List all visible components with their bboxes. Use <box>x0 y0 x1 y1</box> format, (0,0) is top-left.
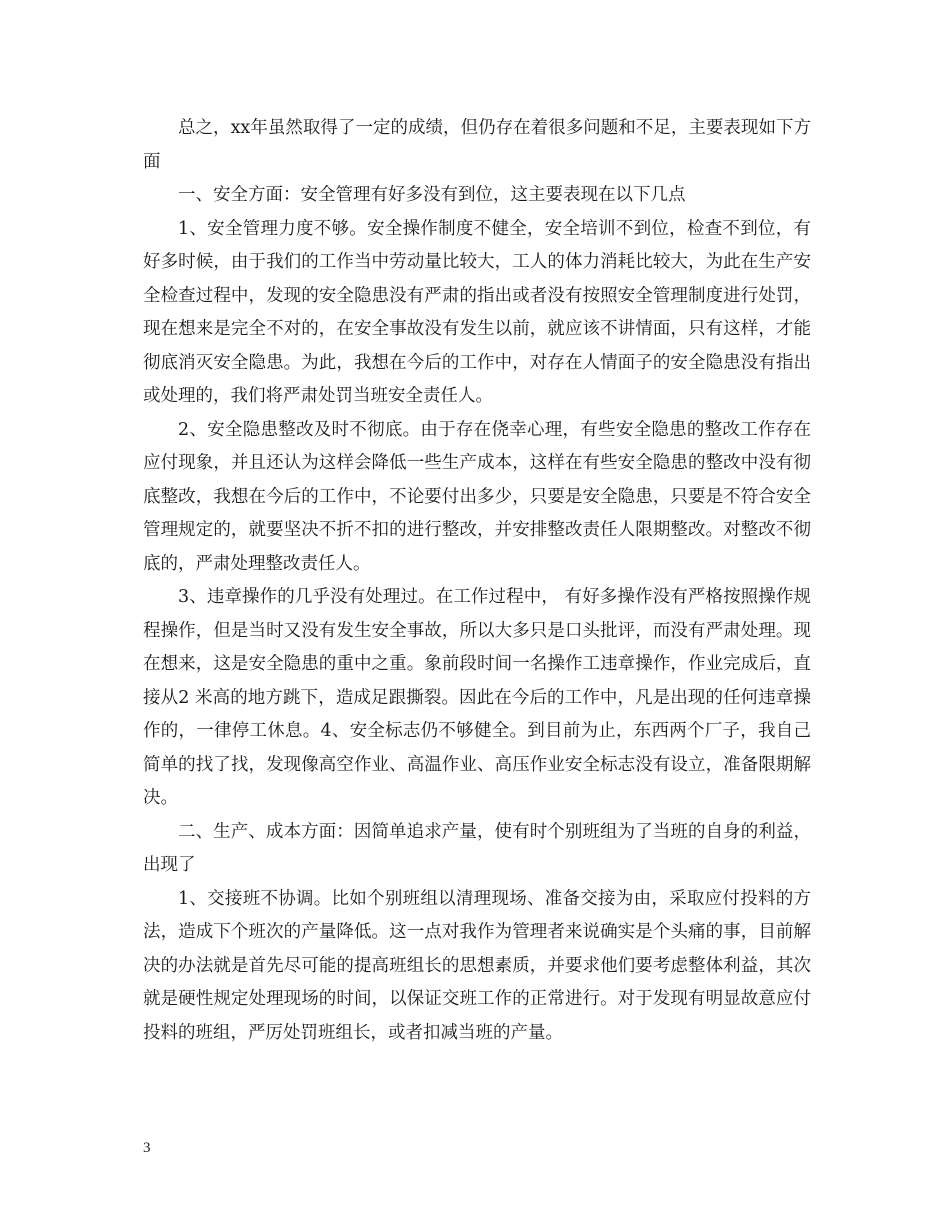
paragraph-summary: 总之，xx年虽然取得了一定的成绩，但仍存在着很多问题和不足，主要表现如下方面 <box>143 118 811 172</box>
paragraph-production-item-1: 1、交接班不协调。比如个别班组以清理现场、准备交接为由，采取应付投料的方法，造成下个班次的产量降低。这一点对我作为管理者来说确实是个头痛的事，目前解决的办法就是首先尽可能的提高班组长的思想素质，并要求他们要考虑整体利益，其次就是硬性规定处理现场的时间，以保证交班工作的正常进行。对于发现有明显故意应付投料的班组，严厉处罚班组长，或者扣减当班的产量。 <box>143 888 811 1043</box>
paragraph-section-production: 二、生产、成本方面：因简单追求产量，使有时个别班组为了当班的自身的利益，出现了 <box>143 821 811 875</box>
paragraph-section-safety: 一、安全方面：安全管理有好多没有到位，这主要表现在以下几点 <box>178 185 686 205</box>
paragraph-safety-item-1: 1、安全管理力度不够。安全操作制度不健全，安全培训不到位，检查不到位，有好多时候，由于我们的工作当中劳动量比较大，工人的体力消耗比较大，为此在生产安全检查过程中，发现的安全隐患没有严肃的指出或者没有按照安全管理制度进行处罚，现在想来是完全不对的，在安全事故没有发生以前，就应该不讲情面，只有这样，才能彻底消灭安全隐患。为此，我想在今后的工作中，对存在人情面子的安全隐患没有指出或处理的，我们将严肃处罚当班安全责任人。 <box>143 218 811 406</box>
page-number: 3 <box>143 1140 151 1156</box>
document-body <box>143 112 811 1050</box>
paragraph-safety-item-2: 2、安全隐患整改及时不彻底。由于存在侥幸心理，有些安全隐患的整改工作存在应付现象，并且还认为这样会降低一些生产成本，这样在有些安全隐患的整改中没有彻底整改，我想在今后的工作中，不论要付出多少，只要是安全隐患，只要是不符合安全管理规定的，就要坚决不折不扣的进行整改，并安排整改责任人限期整改。对整改不彻底的，严肃处理整改责任人。 <box>143 419 811 574</box>
paragraph-safety-item-3: 3、违章操作的几乎没有处理过。在工作过程中， 有好多操作没有严格按照操作规程操作，但是当时又没有发生安全事故，所以大多只是口头批评，而没有严肃处理。现在想来，这是安全隐患的重中之重。象前段时间一名操作工违章操作，作业完成后，直接从2 米高的地方跳下，造成足跟撕裂。因此在今后的工作中，凡是出现的任何违章操作的，一律停工休息。4、安全标志仍不够健全。到目前为止，东西两个厂子，我自己简单的找了找，发现像高空作业、高温作业、高压作业安全标志没有设立，准备限期解决。 <box>143 587 811 808</box>
